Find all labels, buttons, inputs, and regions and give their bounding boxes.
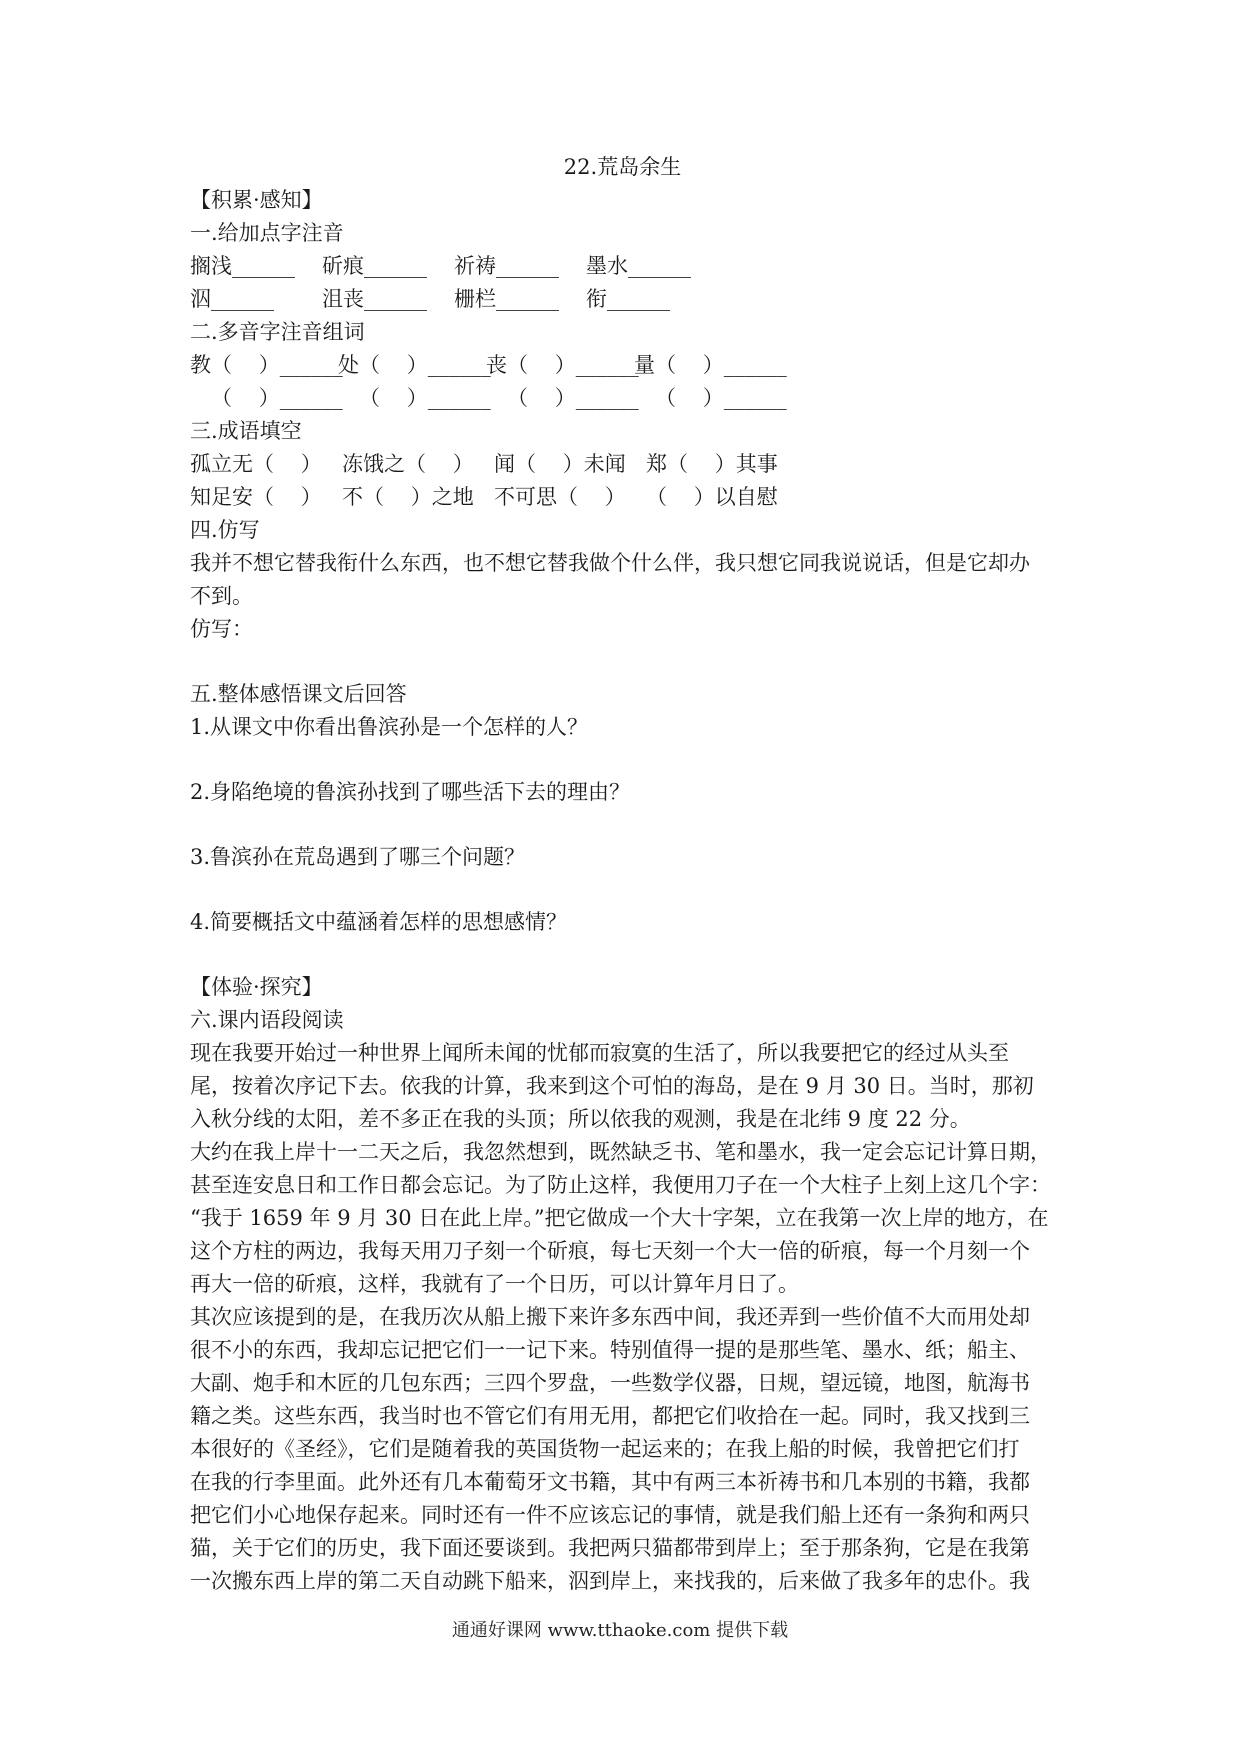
reading-paragraph-2 [190, 1136, 1055, 1301]
paragraph-line: 甚至连安息日和工作日都会忘记。为了防止这样，我便用刀子在一个大柱子上刻上这几个字： [190, 1173, 1051, 1197]
question-2 [190, 316, 1055, 415]
paragraph-line: 再大一倍的斫痕，这样，我就有了一个日历，可以计算年月日了。 [190, 1272, 799, 1296]
page-footer: 通通好课网 www.tthaoke.com 提供下载 [451, 1620, 789, 1641]
question-4-heading: 四.仿写 [190, 518, 260, 542]
pinyin-item: 沮丧______ [322, 287, 427, 311]
question-3-row-1 [190, 448, 1055, 481]
question-6 [190, 971, 1055, 1598]
question-6-heading: 六.课内语段阅读 [190, 1008, 344, 1032]
paragraph-line: 其次应该提到的是，在我历次从船上搬下来许多东西中间，我还弄到一些价值不大而用处却 [190, 1305, 1030, 1329]
section-header-explore: 【体验·探究】 [190, 975, 323, 999]
comprehension-question: 4.简要概括文中蕴涵着怎样的思想感情？ [190, 910, 568, 934]
imitation-sentence-line: 我并不想它替我衔什么东西，也不想它替我做个什么伴，我只想它同我说说话，但是它却办 [190, 551, 1030, 575]
paragraph-line: 大副、炮手和木匠的几包东西；三四个罗盘，一些数学仪器，日规，望远镜，地图，航海书 [190, 1371, 1030, 1395]
idiom-item: 不可思（ ） [494, 485, 626, 509]
idiom-item: （ ）以自慰 [646, 485, 778, 509]
polyphone-item: 量（ ）______ [634, 353, 787, 377]
polyphone-item: 丧（ ）______ [486, 353, 639, 377]
polyphone-item: 教（ ）______ [190, 353, 343, 377]
polyphone-item: （ ）______ [507, 386, 639, 410]
question-5 [190, 678, 1055, 744]
idiom-item: 闻（ ）未闻 [494, 452, 626, 476]
paragraph-line: “我于 1659 年 9 月 30 日在此上岸。”把它做成一个大十字架，立在我第一次上岸的地方，在 [190, 1206, 1049, 1230]
paragraph-line: 尾，按着次序记下去。依我的计算，我来到这个可怕的海岛，是在 9 月 30 日。当时，那初 [190, 1074, 1034, 1098]
paragraph-line: 很不小的东西，我却忘记把它们一一记下来。特别值得一提的是那些笔、墨水、纸；船主、 [190, 1338, 1030, 1362]
pinyin-item: 泅______ [190, 287, 274, 311]
paragraph-line: 猫，关于它们的历史，我下面还要谈到。我把两只猫都带到岸上；至于那条狗，它是在我第 [190, 1536, 1030, 1560]
paragraph-line: 把它们小心地保存起来。同时还有一件不应该忘记的事情，就是我们船上还有一条狗和两只 [190, 1503, 1030, 1527]
question-3-row-2 [190, 481, 1055, 514]
paragraph-line: 入秋分线的太阳，差不多正在我的头顶；所以依我的观测，我是在北纬 9 度 22 分。 [190, 1107, 971, 1131]
polyphone-item: （ ）______ [211, 386, 343, 410]
question-1-row-2 [190, 283, 1055, 316]
idiom-item: 冻饿之（ ） [342, 452, 474, 476]
question-2-heading: 二.多音字注音组词 [190, 320, 365, 344]
question-4 [190, 514, 1055, 646]
paragraph-line: 这个方柱的两边，我每天用刀子刻一个斫痕，每七天刻一个大一倍的斫痕，每一个月刻一个 [190, 1239, 1030, 1263]
pinyin-item: 搁浅______ [190, 254, 295, 278]
polyphone-item: （ ）______ [359, 386, 491, 410]
paragraph-line: 一次搬东西上岸的第二天自动跳下船来，泅到岸上，来找我的，后来做了我多年的忠仆。我 [190, 1569, 1030, 1593]
pinyin-item: 栅栏______ [454, 287, 559, 311]
question-1-heading: 一.给加点字注音 [190, 221, 344, 245]
question-2-row-2 [190, 382, 1055, 415]
imitation-prompt: 仿写： [190, 617, 253, 641]
idiom-item: 孤立无（ ） [190, 452, 322, 476]
paragraph-line: 大约在我上岸十一二天之后，我忽然想到，既然缺乏书、笔和墨水，我一定会忘记计算日期， [190, 1140, 1051, 1164]
question-5-heading: 五.整体感悟课文后回答 [190, 682, 407, 706]
polyphone-item: （ ）______ [655, 386, 787, 410]
polyphone-item: 处（ ）______ [338, 353, 491, 377]
paragraph-line: 现在我要开始过一种世界上闻所未闻的忧郁而寂寞的生活了，所以我要把它的经过从头至 [190, 1041, 1009, 1065]
paragraph-line: 籍之类。这些东西，我当时也不管它们有用无用，都把它们收拾在一起。同时，我又找到三 [190, 1404, 1030, 1428]
page-title: 22.荒岛余生 [563, 155, 682, 179]
question-3-heading: 三.成语填空 [190, 419, 302, 443]
question-1 [190, 217, 1055, 316]
idiom-item: 知足安（ ） [190, 485, 322, 509]
question-3 [190, 415, 1055, 514]
comprehension-question: 3.鲁滨孙在荒岛遇到了哪三个问题？ [190, 845, 526, 869]
paragraph-line: 本很好的《圣经》，它们是随着我的英国货物一起运来的；在我上船的时候，我曾把它们打 [190, 1437, 1020, 1461]
pinyin-item: 衔______ [586, 287, 670, 311]
comprehension-question: 2.身陷绝境的鲁滨孙找到了哪些活下去的理由？ [190, 780, 631, 804]
section-header-accumulate: 【积累·感知】 [190, 188, 323, 212]
pinyin-item: 斫痕______ [322, 254, 427, 278]
question-2-row-1 [190, 349, 1055, 382]
imitation-sentence-line: 不到。 [190, 584, 253, 608]
pinyin-item: 墨水______ [586, 254, 691, 278]
reading-paragraph-3 [190, 1301, 1055, 1598]
idiom-item: 郑（ ）其事 [646, 452, 778, 476]
question-1-row-1 [190, 250, 1055, 283]
reading-paragraph-1 [190, 1037, 1055, 1136]
comprehension-question: 1.从课文中你看出鲁滨孙是一个怎样的人？ [190, 715, 589, 739]
idiom-item: 不（ ）之地 [342, 485, 474, 509]
pinyin-item: 祈祷______ [454, 254, 559, 278]
paragraph-line: 在我的行李里面。此外还有几本葡萄牙文书籍，其中有两三本祈祷书和几本别的书籍，我都 [190, 1470, 1030, 1494]
